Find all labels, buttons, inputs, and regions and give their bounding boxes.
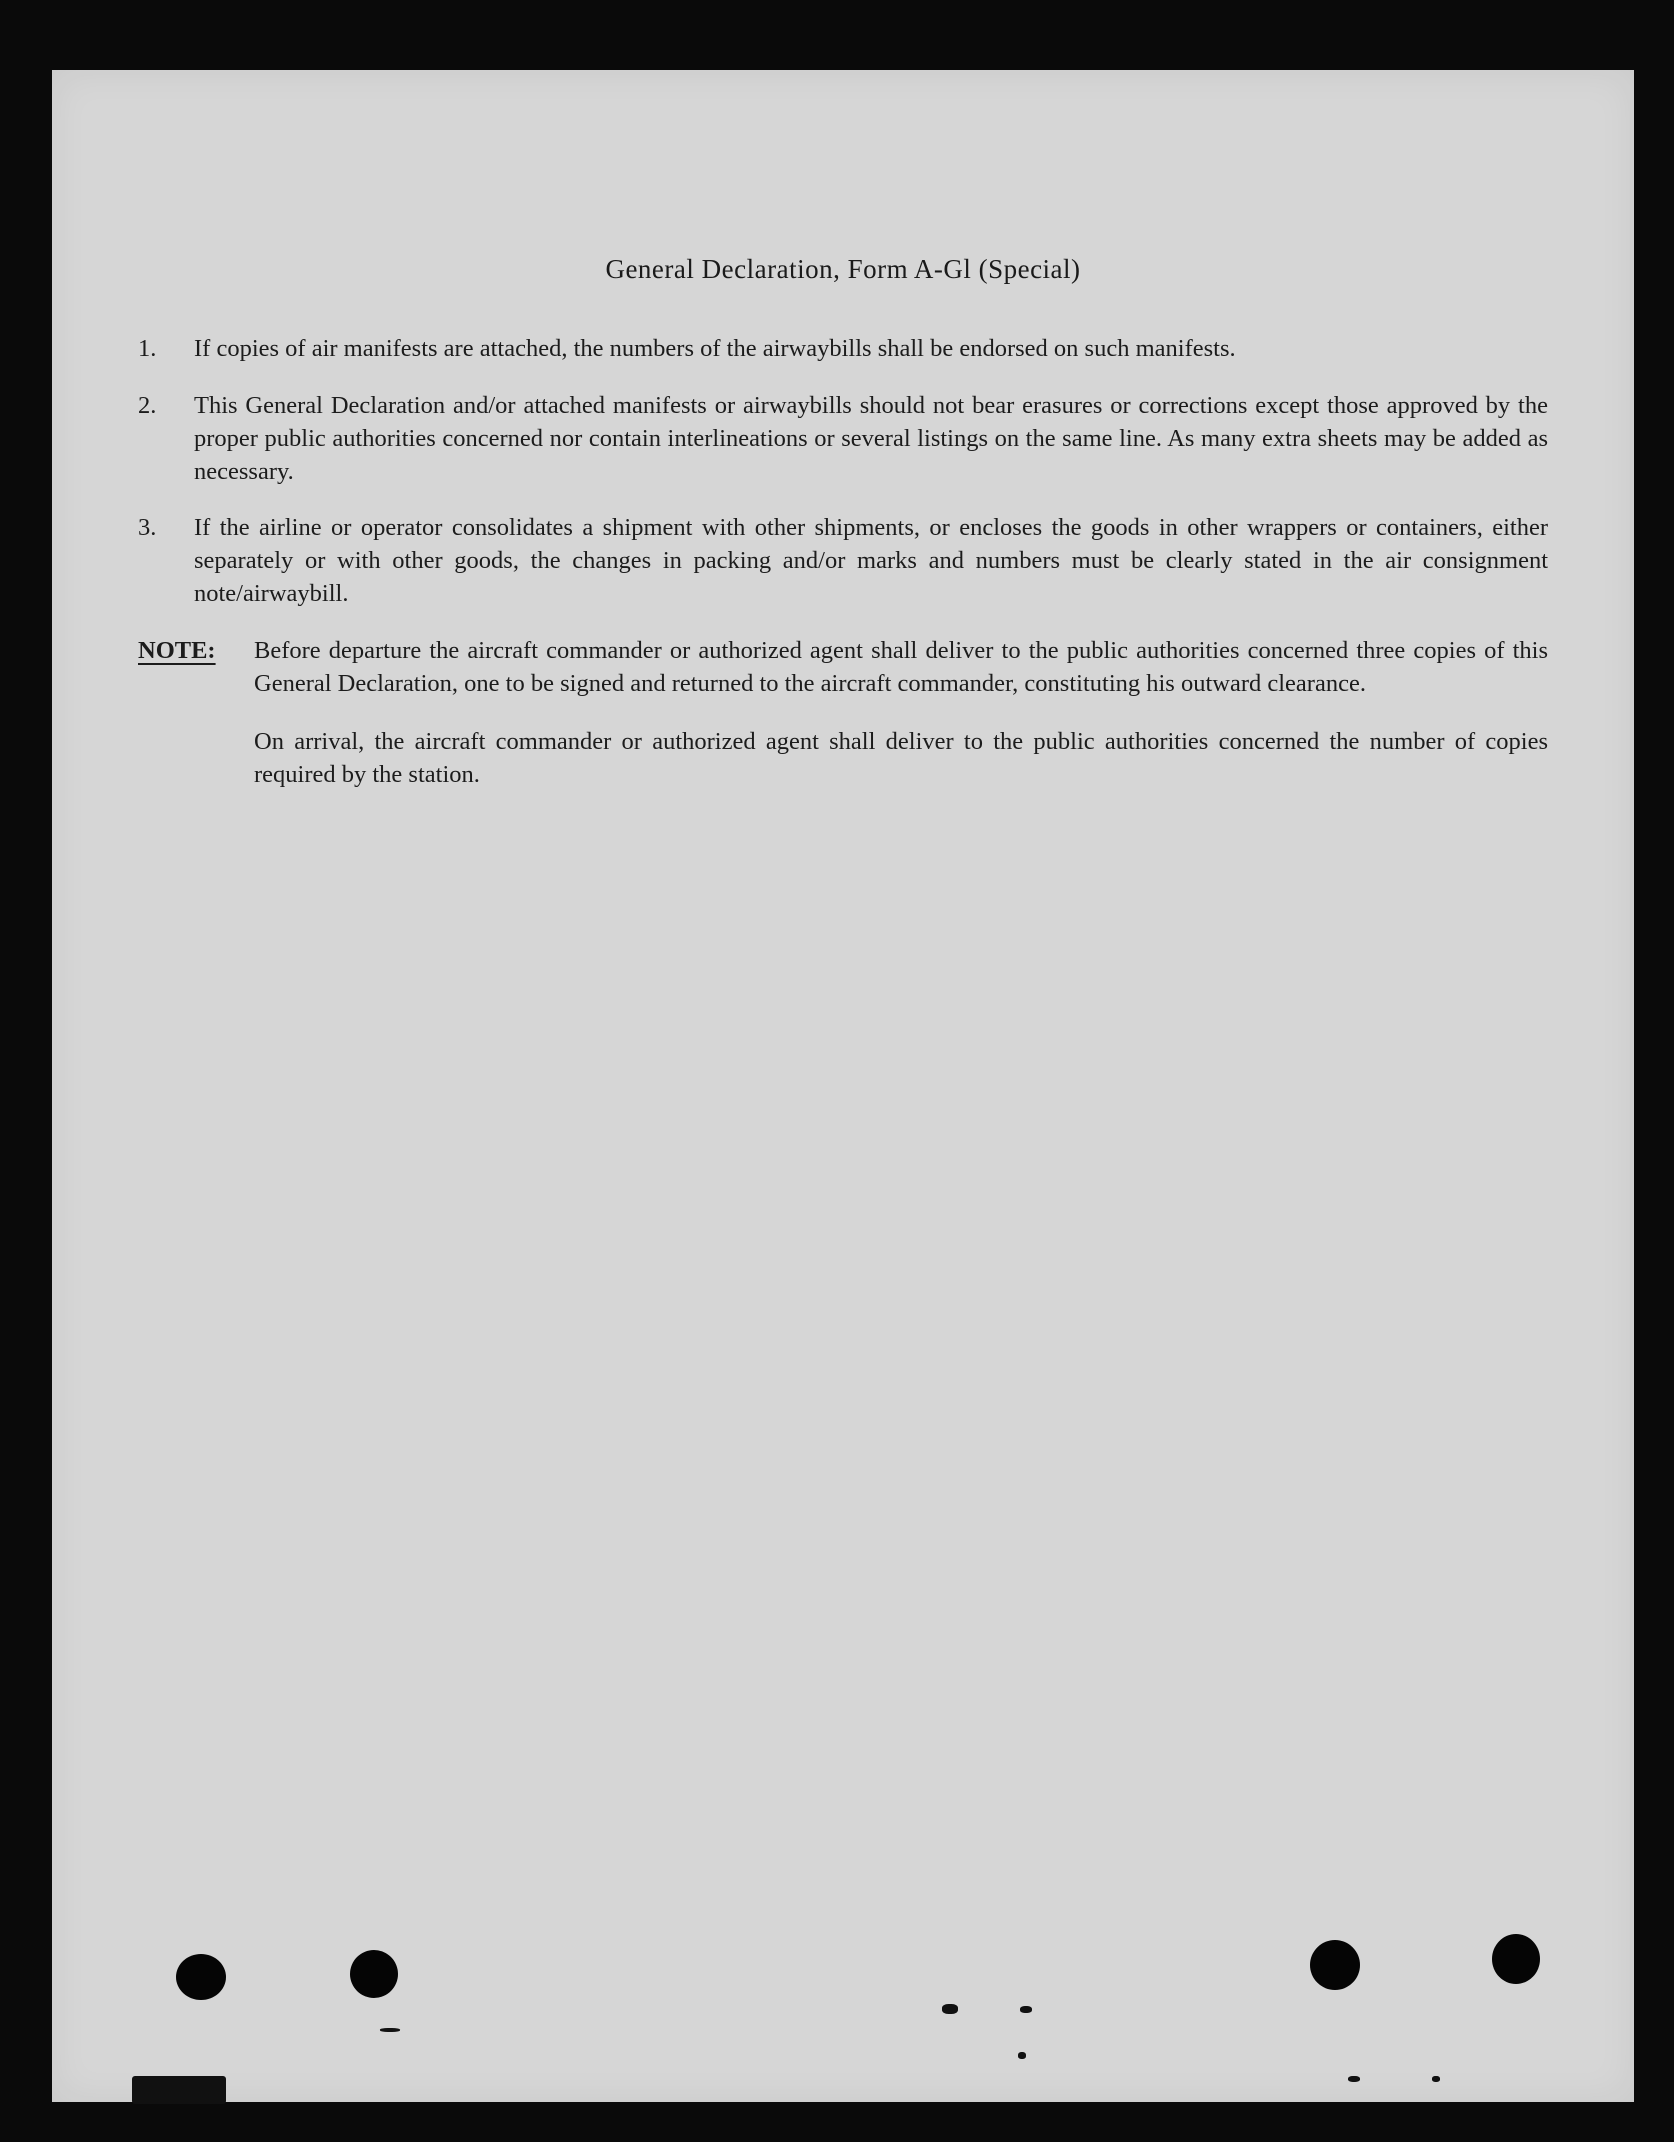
document-page: [52, 70, 1634, 2102]
punch-hole: [176, 1954, 226, 2000]
instruction-item-3: [138, 511, 1548, 610]
item-text: If copies of air manifests are attached, the numbers of the airwaybills shall be endorsed on such manifests.: [194, 335, 1236, 362]
scan-artifact: [1020, 2006, 1032, 2013]
item-text: This General Declaration and/or attached manifests or airwaybills should not bear erasures or corrections except those approved by the proper public authorities concerned nor contain interlineations or several listings on the same line. As many extra sheets may be added as necessary.: [194, 392, 1548, 485]
item-number: 2.: [138, 392, 157, 419]
punch-hole: [1310, 1940, 1360, 1990]
note-section: [138, 634, 1548, 816]
punch-hole: [1492, 1934, 1540, 1984]
note-paragraph-1: Before departure the aircraft commander or authorized agent shall deliver to the public authorities concerned three copies of this General Declaration, one to be signed and returned to the aircraft commander, constituting his outward clearance.: [254, 637, 1548, 697]
scan-artifact: [1348, 2076, 1360, 2082]
scan-artifact: [132, 2076, 226, 2104]
item-number: 1.: [138, 335, 157, 362]
note-label: NOTE:: [138, 637, 216, 664]
instruction-item-2: [138, 389, 1548, 488]
note-paragraph-2: On arrival, the aircraft commander or authorized agent shall deliver to the public authorities concerned the number of copies required by the station.: [254, 728, 1548, 788]
punch-hole: [350, 1950, 398, 1998]
scan-artifact: [942, 2004, 958, 2014]
scan-artifact: [380, 2028, 400, 2032]
item-text: If the airline or operator consolidates a shipment with other shipments, or encloses the goods in other wrappers or containers, either separately or with other goods, the changes in packing and/or marks and numbers must be clearly stated in the air consignment note/airwaybill.: [194, 514, 1548, 607]
scan-artifact: [1432, 2076, 1440, 2082]
scan-artifact: [1018, 2052, 1026, 2059]
instruction-item-1: [138, 332, 1548, 365]
item-number: 3.: [138, 514, 157, 541]
document-title: General Declaration, Form A-Gl (Special): [605, 254, 1081, 284]
